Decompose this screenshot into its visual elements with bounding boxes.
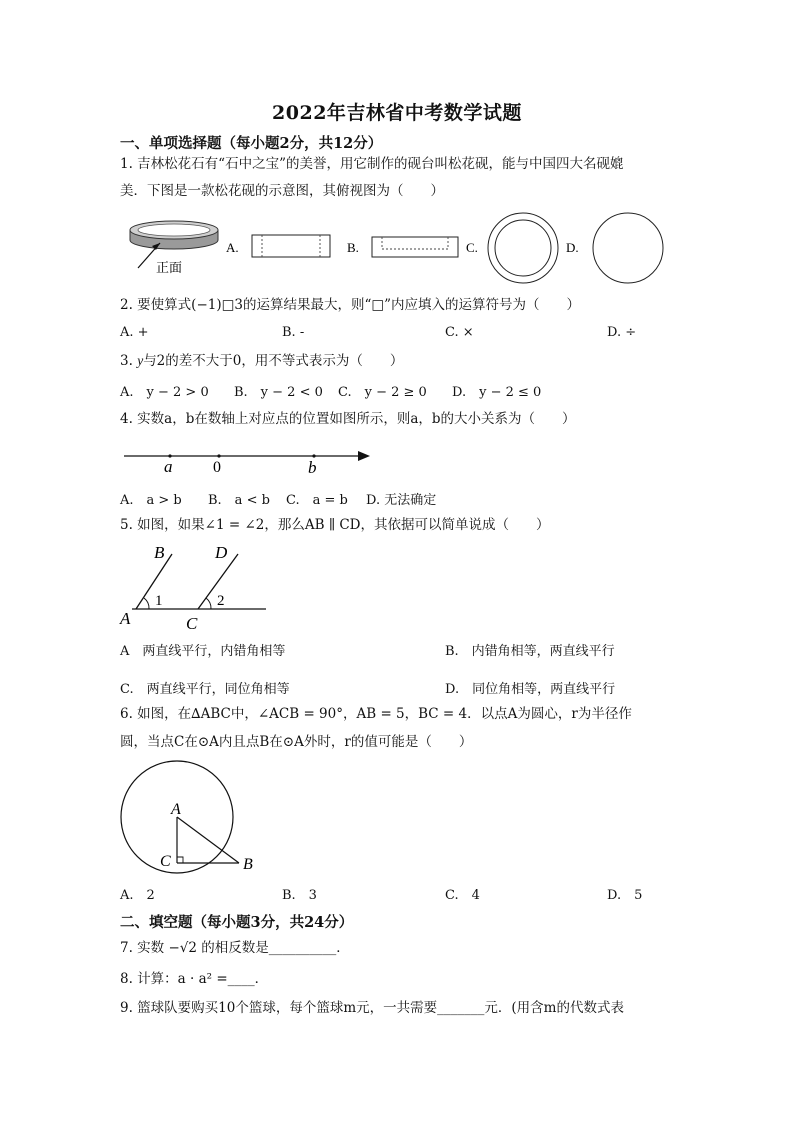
question-2-option-a: A. + — [120, 325, 149, 340]
section-heading-choice: 一、单项选择题（每小题2分，共12分） — [120, 135, 383, 152]
question-2-option-b: B. - — [282, 325, 305, 340]
question-9-body: 9. 篮球队要购买10个篮球，每个篮球m元，一共需要 — [120, 1000, 438, 1016]
number-line-label-zero: 0 — [213, 459, 221, 476]
question-2-suffix: 的运算结果最大，则“□”内应填入的运算符号为（ ） — [242, 297, 581, 313]
question-4-option-b: B. a < b — [208, 493, 270, 508]
figure-label-b: B — [154, 543, 165, 562]
question-3-option-b: B. y − 2 < 0 — [234, 385, 323, 400]
question-2-option-d: D. ÷ — [607, 325, 637, 340]
question-2-prefix: 2. 要使算式 — [120, 297, 192, 313]
question-3-option-c: C. y − 2 ≥ 0 — [338, 385, 427, 400]
option-1a-label: A. — [226, 240, 239, 255]
question-5-option-d: D. 同位角相等，两直线平行 — [445, 682, 616, 697]
question-2-option-c: C. × — [445, 325, 474, 340]
option-1b-label: B. — [347, 240, 359, 255]
page-title: 2022年吉林省中考数学试题 — [272, 102, 522, 124]
question-3-text — [120, 352, 403, 370]
question-4-option-d: D. 无法确定 — [366, 493, 437, 508]
figure-label-c: C — [186, 614, 198, 633]
option-1d-label: D. — [566, 240, 579, 255]
circle-triangle-figure — [118, 760, 268, 880]
question-3-variable: y — [137, 353, 144, 368]
question-3-body: 与2的差不大于0，用不等式表示为（ ） — [143, 353, 404, 369]
question-6-line-1: 6. 如图，在∆ABC中，∠ACB = 90°，AB = 5，BC = 4．以点A为圆心，r为半径作 — [120, 706, 632, 722]
number-line-arrow — [358, 451, 370, 461]
option-1a-rect-view — [252, 235, 330, 257]
question-2-expression: (−1)□3 — [191, 297, 243, 313]
question-7-text — [120, 939, 350, 957]
question-8-blank: ____ — [227, 971, 255, 987]
question-8-text — [120, 970, 268, 988]
number-line-label-a: a — [164, 457, 173, 476]
figure-label-a: A — [120, 609, 131, 628]
number-line-figure — [120, 440, 380, 480]
question-1-line-1: 1. 吉林松花石有“石中之宝”的美誉，用它制作的砚台叫松花砚，能与中国四大名砚媲 — [120, 156, 624, 172]
figure-label-d: D — [215, 543, 228, 562]
figure-point-b: B — [243, 856, 253, 873]
question-7-blank: __________ — [268, 940, 337, 956]
question-3-option-a: A. y − 2 > 0 — [120, 385, 209, 400]
figure-point-a: A — [171, 801, 181, 818]
section-heading-fill-in: 二、填空题（每小题3分，共24分） — [120, 914, 354, 931]
question-9-end: 元．(用含m的代数式表 — [484, 1000, 624, 1016]
question-8-body: 8. 计算：a · a² = — [120, 971, 228, 987]
question-5-option-a: A 两直线平行，内错角相等 — [120, 644, 286, 659]
question-5-option-c: C. 两直线平行，同位角相等 — [120, 682, 290, 697]
question-7-end: ． — [336, 940, 350, 956]
question-4-text: 4. 实数a，b在数轴上对应点的位置如图所示，则a，b的大小关系为（ ） — [120, 411, 576, 427]
question-1-line-2: 美．下图是一款松花砚的示意图，其俯视图为（ ） — [120, 183, 444, 199]
question-3-option-d: D. y − 2 ≤ 0 — [452, 385, 542, 400]
question-4-option-a: A. a > b — [120, 493, 182, 508]
figure-label-angle-2: 2 — [217, 593, 225, 609]
option-1b-rect-view — [372, 237, 458, 257]
question-1-figure — [120, 208, 680, 290]
question-7-body: 7. 实数 −√2 的相反数是 — [120, 940, 269, 956]
number-line-label-b: b — [308, 458, 317, 477]
figure-label-angle-1: 1 — [155, 593, 163, 609]
question-6-option-a: A. 2 — [120, 888, 155, 903]
question-6-line-2: 圆，当点C在⊙A内且点B在⊙A外时，r的值可能是（ ） — [120, 734, 473, 750]
front-label: 正面 — [156, 260, 183, 275]
question-8-end: ． — [254, 971, 269, 987]
figure-point-c: C — [160, 853, 171, 870]
option-1d-circle-view — [593, 213, 663, 283]
question-9-blank: _______ — [437, 1000, 485, 1016]
question-6-option-c: C. 4 — [445, 888, 480, 903]
option-1c-label: C. — [466, 240, 478, 255]
question-6-option-b: B. 3 — [282, 888, 317, 903]
option-1c-ring-view — [488, 213, 558, 283]
parallel-lines-figure — [118, 542, 278, 634]
question-9-text — [120, 999, 624, 1017]
question-2-text — [120, 296, 580, 314]
question-3-number: 3. — [120, 353, 133, 369]
question-5-text: 5. 如图，如果∠1 = ∠2，那么AB ∥ CD，其依据可以简单说成（ ） — [120, 517, 550, 533]
question-5-option-b: B. 内错角相等，两直线平行 — [445, 644, 615, 659]
question-4-option-c: C. a = b — [286, 493, 348, 508]
question-6-option-d: D. 5 — [607, 888, 643, 903]
